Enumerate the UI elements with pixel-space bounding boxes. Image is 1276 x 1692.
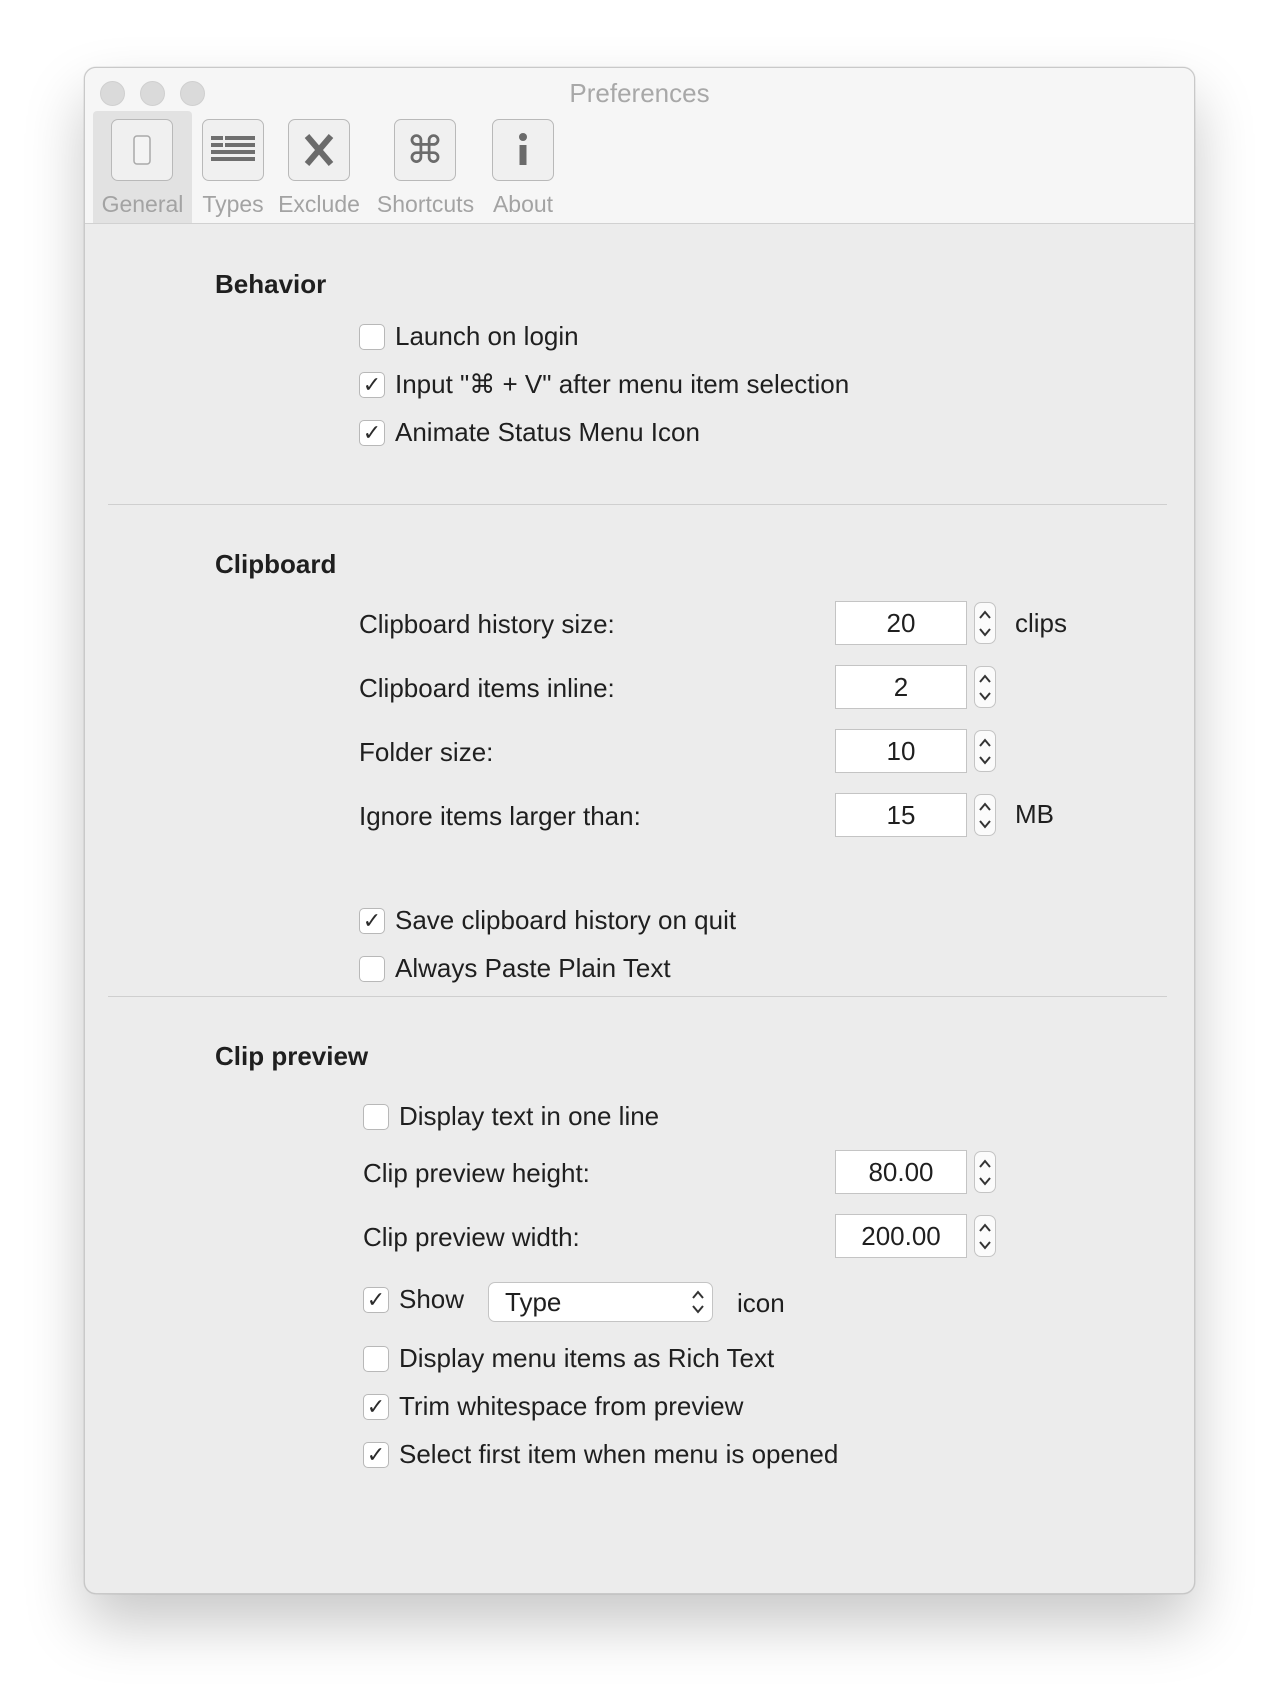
stepper-up-icon xyxy=(979,610,991,619)
section-title-clipboard: Clipboard xyxy=(215,549,337,579)
show-icon-label: Show xyxy=(399,1284,465,1314)
tab-about[interactable] xyxy=(481,111,565,223)
animate-icon-label: Animate Status Menu Icon xyxy=(395,417,700,447)
x-icon xyxy=(288,119,350,181)
paste-plain-option[interactable] xyxy=(359,953,671,984)
history-size-field[interactable]: 20 xyxy=(835,601,967,645)
one-line-label: Display text in one line xyxy=(399,1101,660,1131)
stepper-up-icon xyxy=(979,1159,991,1168)
trim-whitespace-option[interactable] xyxy=(363,1391,743,1422)
stepper-up-icon xyxy=(979,674,991,683)
items-inline-field[interactable]: 2 xyxy=(835,665,967,709)
ignore-larger-unit: MB xyxy=(1015,799,1054,829)
section-divider xyxy=(108,504,1167,505)
show-icon-suffix: icon xyxy=(737,1288,785,1318)
show-icon-option[interactable] xyxy=(363,1284,464,1315)
stepper-down-icon xyxy=(979,1241,991,1250)
show-icon-checkbox[interactable]: ✓ xyxy=(363,1287,389,1313)
stepper-down-icon xyxy=(979,628,991,637)
stepper-up-icon xyxy=(979,738,991,747)
ignore-larger-stepper[interactable] xyxy=(974,794,996,836)
window-title: Preferences xyxy=(569,78,710,108)
launch-on-login-label: Launch on login xyxy=(395,321,579,351)
history-size-label: Clipboard history size: xyxy=(359,609,615,639)
items-inline-stepper[interactable] xyxy=(974,666,996,708)
ignore-larger-field[interactable]: 15 xyxy=(835,793,967,837)
launch-on-login-option[interactable] xyxy=(359,321,579,352)
switch-icon xyxy=(111,119,173,181)
tab-shortcuts[interactable] xyxy=(370,111,481,223)
select-chevrons-icon xyxy=(690,1287,706,1317)
paste-plain-checkbox[interactable] xyxy=(359,956,385,982)
folder-size-label: Folder size: xyxy=(359,737,494,767)
tab-about-label: About xyxy=(492,191,554,217)
stepper-down-icon xyxy=(979,1177,991,1186)
preview-width-stepper[interactable] xyxy=(974,1215,996,1257)
tab-exclude-label: Exclude xyxy=(278,191,360,217)
tab-types-label: Types xyxy=(202,191,264,217)
animate-icon-checkbox[interactable]: ✓ xyxy=(359,420,385,446)
tab-general[interactable] xyxy=(93,111,192,223)
select-first-label: Select first item when menu is opened xyxy=(399,1439,839,1469)
icon-type-select-value: Type xyxy=(505,1287,562,1317)
preview-height-stepper[interactable] xyxy=(974,1151,996,1193)
rich-text-label: Display menu items as Rich Text xyxy=(399,1343,775,1373)
stepper-down-icon xyxy=(979,692,991,701)
save-history-option[interactable] xyxy=(359,905,736,936)
section-title-behavior: Behavior xyxy=(215,269,327,299)
preview-width-field[interactable]: 200.00 xyxy=(835,1214,967,1258)
trim-whitespace-checkbox[interactable]: ✓ xyxy=(363,1394,389,1420)
history-size-stepper[interactable] xyxy=(974,602,996,644)
stepper-up-icon xyxy=(979,802,991,811)
paste-plain-label: Always Paste Plain Text xyxy=(395,953,671,983)
items-inline-label: Clipboard items inline: xyxy=(359,673,615,703)
command-key-icon: ⌘ xyxy=(394,119,456,181)
animate-icon-option[interactable] xyxy=(359,417,700,448)
toolbar xyxy=(85,68,1194,224)
rich-text-option[interactable] xyxy=(363,1343,774,1374)
section-title-clip-preview: Clip preview xyxy=(215,1041,369,1071)
folder-size-field[interactable]: 10 xyxy=(835,729,967,773)
one-line-option[interactable] xyxy=(363,1101,659,1132)
list-lines-icon xyxy=(202,119,264,181)
preview-height-field[interactable]: 80.00 xyxy=(835,1150,967,1194)
preferences-window xyxy=(84,67,1195,1594)
ignore-larger-label: Ignore items larger than: xyxy=(359,801,641,831)
stepper-down-icon xyxy=(979,756,991,765)
stepper-down-icon xyxy=(979,820,991,829)
one-line-checkbox[interactable] xyxy=(363,1104,389,1130)
trim-whitespace-label: Trim whitespace from preview xyxy=(399,1391,744,1421)
tab-types[interactable] xyxy=(192,111,274,223)
info-icon xyxy=(492,119,554,181)
input-paste-checkbox[interactable]: ✓ xyxy=(359,372,385,398)
tab-general-label: General xyxy=(101,191,184,217)
preview-width-label: Clip preview width: xyxy=(363,1222,580,1252)
folder-size-stepper[interactable] xyxy=(974,730,996,772)
select-first-checkbox[interactable]: ✓ xyxy=(363,1442,389,1468)
input-paste-option[interactable] xyxy=(359,369,849,400)
tab-shortcuts-label: Shortcuts xyxy=(376,191,475,217)
tab-exclude[interactable] xyxy=(274,111,364,223)
preview-height-label: Clip preview height: xyxy=(363,1158,590,1188)
rich-text-checkbox[interactable] xyxy=(363,1346,389,1372)
history-size-unit: clips xyxy=(1015,608,1068,638)
save-history-label: Save clipboard history on quit xyxy=(395,905,737,935)
icon-type-select[interactable] xyxy=(488,1282,713,1322)
launch-on-login-checkbox[interactable] xyxy=(359,324,385,350)
save-history-checkbox[interactable]: ✓ xyxy=(359,908,385,934)
section-divider xyxy=(108,996,1167,997)
stepper-up-icon xyxy=(979,1223,991,1232)
input-paste-label: Input "⌘ + V" after menu item selection xyxy=(395,369,850,399)
select-first-option[interactable] xyxy=(363,1439,838,1470)
